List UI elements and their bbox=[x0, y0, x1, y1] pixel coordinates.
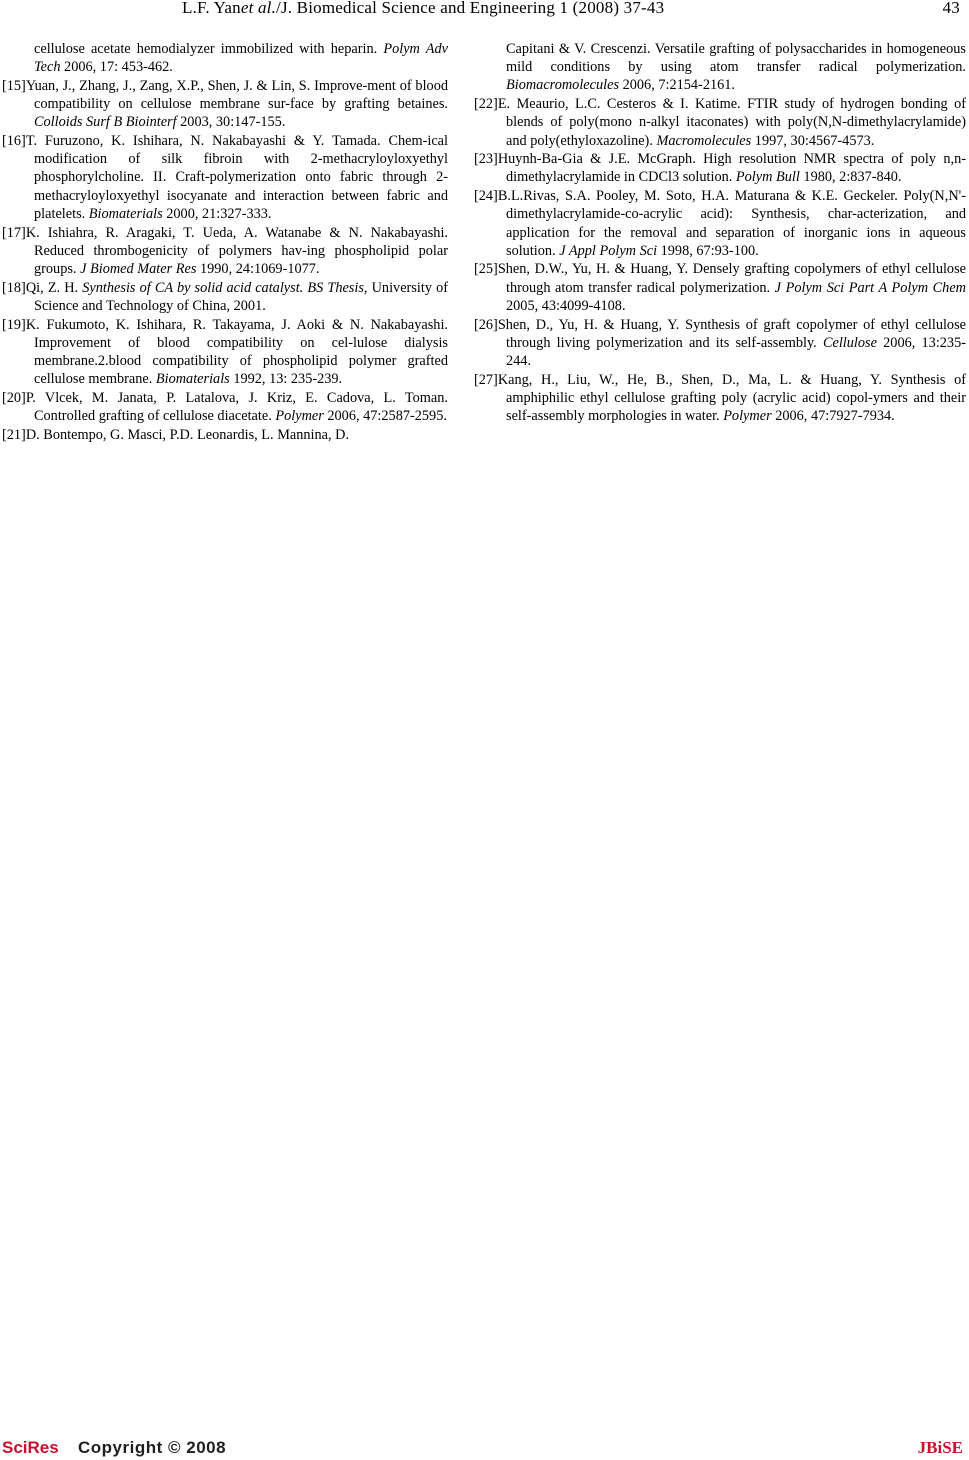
reference-citation: 2006, 13:235-244. bbox=[506, 334, 966, 369]
reference-number: [17] bbox=[2, 224, 26, 241]
reference-citation: 2006, 47:7927-7934. bbox=[771, 408, 895, 425]
reference-text: Yuan, J., Zhang, J., Zang, X.P., Shen, J. & Lin, S. Improve-ment of blood compatibility on cellulose membrane sur-face by grafting betaines. bbox=[25, 77, 448, 113]
reference-number: [19] bbox=[2, 316, 26, 333]
reference-journal: J Biomed Mater Res bbox=[80, 260, 197, 277]
reference-number: [21] bbox=[2, 426, 26, 443]
references-right-column bbox=[474, 40, 966, 425]
reference-text: P. Vlcek, M. Janata, P. Latalova, J. Kriz, E. Cadova, L. Toman. Controlled grafting of cellulose diacetate. bbox=[25, 389, 448, 425]
reference-citation: 2000, 21:327-333. bbox=[162, 205, 272, 222]
reference-citation: , University of Science and Technology of China, 2001. bbox=[34, 279, 448, 314]
reference-text: D. Bontempo, G. Masci, P.D. Leonardis, L. Mannina, D. bbox=[25, 426, 350, 443]
reference-journal: Biomacromolecules bbox=[506, 77, 620, 94]
reference-citation: 2006, 47:2587-2595. bbox=[323, 408, 447, 425]
running-title bbox=[182, 0, 664, 18]
reference-entry bbox=[2, 40, 448, 76]
reference-entry bbox=[2, 132, 448, 223]
reference-number: [18] bbox=[2, 279, 26, 296]
reference-journal: J Polym Sci Part A Polym Chem bbox=[774, 279, 967, 296]
reference-entry bbox=[2, 224, 448, 279]
reference-text: Shen, D.W., Yu, H. & Huang, Y. Densely grafting copolymers of ethyl cellulose through atom transfer radical polymerization. bbox=[497, 261, 966, 296]
publisher-logo: SciRes bbox=[2, 1438, 59, 1457]
reference-number: [24] bbox=[474, 188, 498, 205]
reference-text: Capitani & V. Crescenzi. Versatile grafting of polysaccharides in homogeneous mild conditions by using atom transfer radical polymerization. bbox=[506, 41, 966, 76]
reference-number: [16] bbox=[2, 133, 26, 150]
reference-number: [27] bbox=[474, 371, 498, 388]
reference-text: K. Ishiahra, R. Aragaki, T. Ueda, A. Watanabe & N. Nakabayashi. Reduced thrombogenicity of polymers hav-ing phospholipid polar groups. bbox=[25, 224, 448, 277]
reference-text: E. Meaurio, L.C. Cesteros & I. Katime. FTIR study of hydrogen bonding of blends of poly(mono n-alkyl itaconates) with poly(N,N-dimethylacrylamide) and poly(ethyloxazoline). bbox=[497, 96, 966, 149]
reference-text: cellulose acetate hemodialyzer immobilized with heparin. bbox=[34, 41, 384, 57]
reference-citation: 1998, 67:93-100. bbox=[657, 242, 759, 259]
reference-number: [22] bbox=[474, 96, 498, 113]
reference-entry bbox=[474, 40, 966, 95]
reference-journal: Polym Bull bbox=[735, 169, 800, 186]
reference-number: [15] bbox=[2, 77, 26, 94]
copyright-notice: Copyright © 2008 bbox=[78, 1438, 227, 1457]
reference-citation: 1980, 2:837-840. bbox=[799, 169, 902, 186]
reference-journal: Polymer bbox=[723, 408, 772, 425]
reference-entry bbox=[474, 260, 966, 315]
reference-citation: 2006, 17: 453-462. bbox=[60, 59, 173, 76]
reference-journal: Cellulose bbox=[822, 334, 877, 351]
reference-entry bbox=[474, 95, 966, 150]
reference-entry bbox=[2, 426, 448, 444]
header-etal: et al. bbox=[240, 0, 277, 17]
reference-journal: Synthesis of CA by solid acid catalyst. BS Thesis bbox=[82, 279, 364, 296]
reference-text: Shen, D., Yu, H. & Huang, Y. Synthesis of graft copolymer of ethyl cellulose through living polymerization and its self-assembly. bbox=[497, 316, 966, 351]
references-left-column bbox=[2, 40, 448, 444]
reference-entry bbox=[474, 371, 966, 426]
reference-number: [20] bbox=[2, 389, 26, 406]
journal-abbrev: JBiSE bbox=[917, 1438, 963, 1457]
header-journal: /J. Biomedical Science and Engineering 1 (2008) 37-43 bbox=[276, 0, 665, 17]
reference-journal: Polymer bbox=[275, 408, 324, 425]
page-number: 43 bbox=[942, 0, 960, 17]
reference-citation: 2005, 43:4099-4108. bbox=[506, 297, 626, 314]
header-authors: L.F. Yan bbox=[182, 0, 241, 17]
reference-entry bbox=[474, 316, 966, 371]
reference-entry bbox=[2, 316, 448, 389]
reference-entry bbox=[474, 150, 966, 186]
reference-citation: 1997, 30:4567-4573. bbox=[751, 132, 875, 149]
reference-citation: 2003, 30:147-155. bbox=[176, 114, 286, 131]
reference-text: K. Fukumoto, K. Ishihara, R. Takayama, J. Aoki & N. Nakabayashi. Improvement of blood compatibility on cel-lulose dialysis membrane.2.blood compatibility of phospholipid polymer grafted cellulose membrane. bbox=[25, 316, 448, 388]
reference-entry bbox=[474, 187, 966, 260]
reference-text: Qi, Z. H. bbox=[25, 279, 83, 296]
running-header bbox=[0, 0, 969, 20]
reference-text: T. Furuzono, K. Ishihara, N. Nakabayashi & Y. Tamada. Chem-ical modification of silk fibroin with 2-methacryloyloxyethyl phosphorylcholine. II. Craft-polymerization onto fabric through 2-methacryloyloxyethyl isocyanate and interaction between fabric and platelets. bbox=[25, 133, 448, 222]
reference-text: Kang, H., Liu, W., He, B., Shen, D., Ma, L. & Huang, Y. Synthesis of amphiphilic ethyl cellulose grafting poly (acrylic acid) copol-ymers and their self-assembly morphologies in water. bbox=[497, 371, 966, 425]
reference-entry bbox=[2, 279, 448, 315]
reference-number: [26] bbox=[474, 316, 498, 333]
reference-journal: Biomaterials bbox=[88, 205, 163, 222]
reference-journal: Polym Adv Tech bbox=[34, 41, 448, 76]
reference-journal: Macromolecules bbox=[656, 132, 752, 149]
reference-number: [23] bbox=[474, 151, 498, 168]
reference-number: [25] bbox=[474, 261, 498, 278]
reference-text: Huynh-Ba-Gia & J.E. McGraph. High resolution NMR spectra of poly n,n-dimethylacrylamide in CDCl3 solution. bbox=[497, 151, 966, 186]
reference-text: B.L.Rivas, S.A. Pooley, M. Soto, H.A. Maturana & K.E. Geckeler. Poly(N,N'-dimethylacrylamide-co-acrylic acid): Synthesis, char-acterization, and application for the removal and separation of inorganic ions in aqueous solution. bbox=[497, 188, 966, 259]
reference-citation: 2006, 7:2154-2161. bbox=[619, 77, 735, 94]
page-footer bbox=[0, 1438, 969, 1458]
reference-journal: J Appl Polym Sci bbox=[559, 242, 658, 259]
reference-journal: Colloids Surf B Biointerf bbox=[34, 114, 177, 131]
reference-citation: 1990, 24:1069-1077. bbox=[196, 260, 320, 277]
reference-journal: Biomaterials bbox=[155, 371, 230, 388]
reference-citation: 1992, 13: 235-239. bbox=[229, 371, 343, 388]
reference-entry bbox=[2, 77, 448, 132]
reference-entry bbox=[2, 389, 448, 425]
